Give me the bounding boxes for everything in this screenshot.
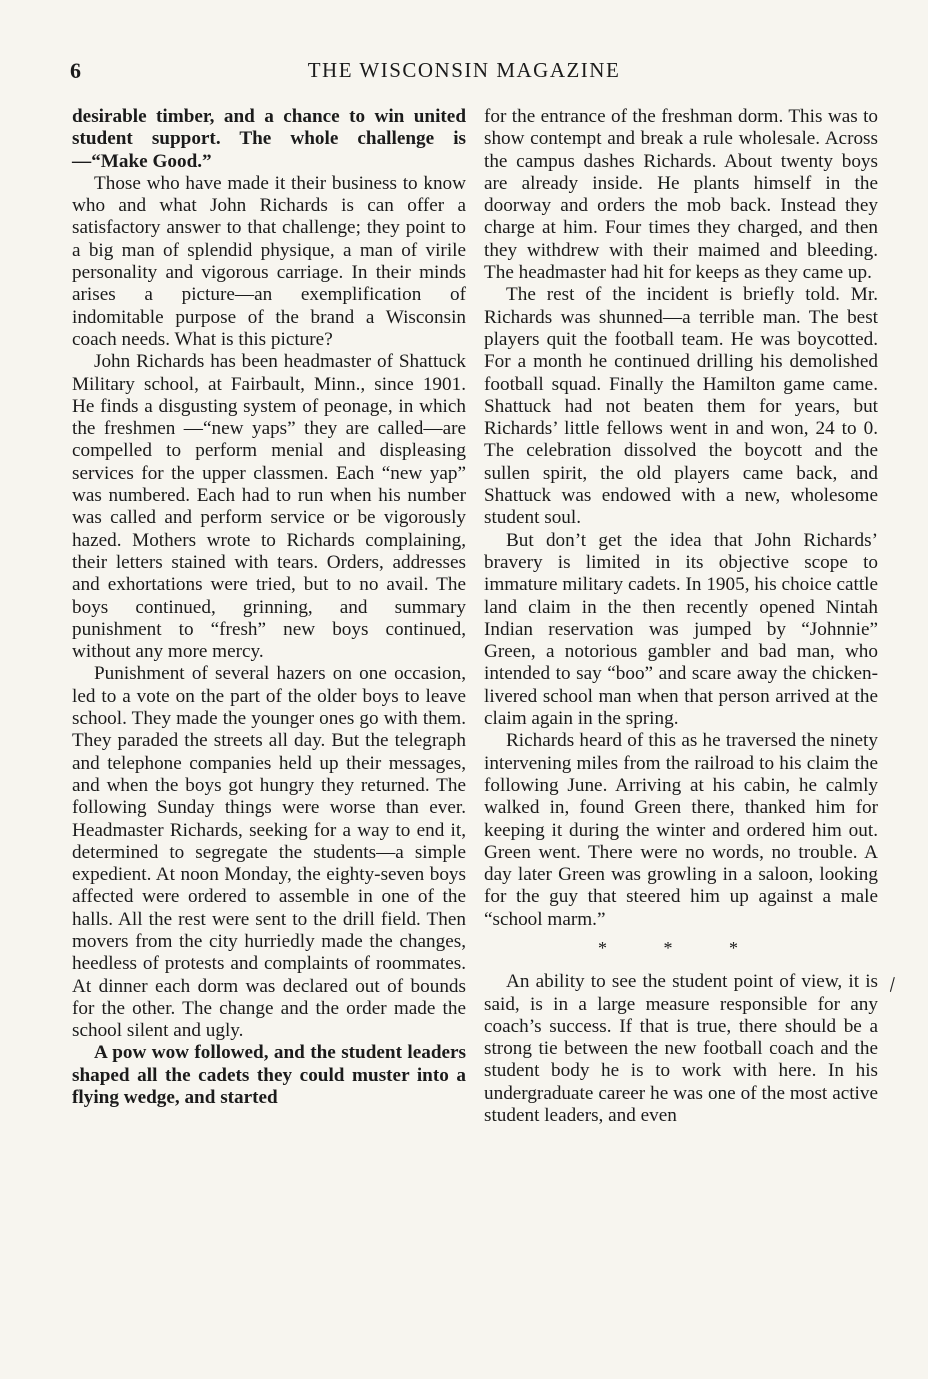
section-separator: * * *	[598, 937, 764, 958]
paragraph: Those who have made it their business to know who and what John Richards is can offer a satisfactory answer to that challenge; they point to a big man of splendid physique, a man of virile personality and vigorous carriage. In their minds arises a picture—an exemplification of indomitable purpose of the brand a Wisconsin coach needs. What is this picture?	[72, 172, 466, 350]
paragraph: Richards heard of this as he traversed the ninety intervening miles from the railroad to his claim the following June. Arriving at his cabin, he calmly walked in, found Green there, thanked him for keeping it during the winter and ordered him out. Green went. There were no words, no trouble. A day later Green was growling in a saloon, looking for the guy that steered him up against a male “school marm.”	[484, 730, 878, 930]
paragraph: An ability to see the student point of view, it is said, is in a large measure responsible for any coach’s success. If that is true, there should be a strong tie between the new football coach and the student body he is to work with here. In his undergraduate career he was one of the most active student leaders, and even	[484, 971, 878, 1127]
paragraph: Punishment of several hazers on one occasion, led to a vote on the part of the older boys to leave school. They made the younger ones go with them. They paraded the streets all day. But the telegraph and telephone companies held up their messages, and when the boys got hungry they returned. The following Sunday things were worse than ever. Headmaster Richards, seeking for a way to end it, determined to segregate the students—a simple expedient. At noon Monday, the eighty-seven boys affected were ordered to assemble in one of the halls. All the rest were sent to the drill field. Then movers from the city hurriedly made the changes, heedless of protests and complaints of roommates. At dinner each dorm was declared out of bounds for the other. The change and the order made the school silent and ugly.	[72, 663, 466, 1042]
left-column	[72, 106, 466, 1109]
paragraph: But don’t get the idea that John Richards’ bravery is limited in its objective scope to immature military cadets. In 1905, his choice cattle land claim in the then recently opened Nintah Indian reservation was jumped by “Johnnie” Green, a notorious gambler and bad man, who intended to say “boo” and scare away the chicken-livered school man when that person arrived at the claim again in the spring.	[484, 529, 878, 730]
running-head: THE WISCONSIN MAGAZINE	[307, 58, 621, 82]
paragraph: John Richards has been headmaster of Shattuck Military school, at Fairbault, Minn., since 1901. He finds a disgusting system of peonage, in which the freshmen —“new yaps” they are called—are compelled to perform menial and displeasing services for the upper classmen. Each “new yap” was numbered. Each had to run when his number was called and perform service or be vigorously hazed. Mothers wrote to Richards complaining, their letters stained with tears. Orders, addresses and exhortations were tried, but to no avail. The boys continued, grinning, and summary punishment to “fresh” new boys continued, without any more mercy.	[72, 351, 466, 663]
paragraph: The rest of the incident is briefly told. Mr. Richards was shunned—a terrible man. The best players quit the football team. He was boycotted. For a month he continued drilling his demolished football squad. Finally the Hamilton game came. Shattuck had not beaten them for years, but Richards’ little fellows went in and won, 24 to 0. The celebration dissolved the boycott and the sullen spirit, the old players came back, and Shattuck was endowed with a new, wholesome student soul.	[484, 284, 878, 529]
page-number: 6	[70, 58, 81, 83]
paragraph: for the entrance of the freshman dorm. This was to show contempt and break a rule wholesale. Across the campus dashes Richards. About twenty boys are already inside. He plants himself in the doorway and orders the mob back. Instead they charge at him. Four times they charged, and then they withdrew with their maimed and bleeding. The headmaster had hit for keeps as they came up.	[484, 106, 878, 284]
paragraph: desirable timber, and a chance to win united student support. The whole challenge is—“Make Good.”	[72, 106, 466, 172]
margin-pencil-mark: ǀ	[886, 971, 898, 998]
paragraph: A pow wow followed, and the student leaders shaped all the cadets they could muster into a flying wedge, and started	[72, 1042, 466, 1109]
right-column	[484, 106, 878, 1127]
